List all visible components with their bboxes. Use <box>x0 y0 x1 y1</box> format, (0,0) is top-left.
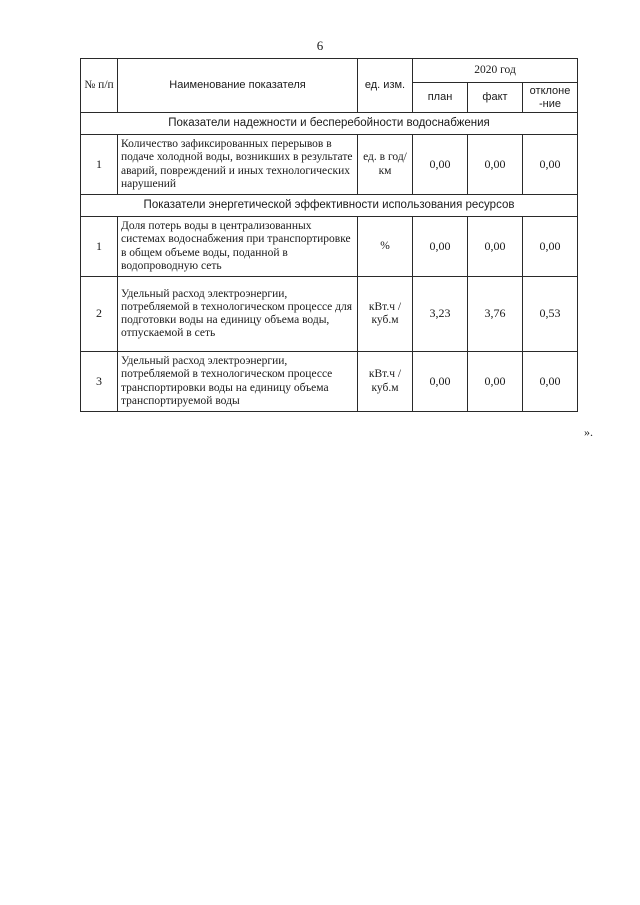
row-plan: 0,00 <box>413 352 468 412</box>
table-row <box>81 135 578 195</box>
row-plan: 0,00 <box>413 217 468 277</box>
table-row <box>81 277 578 352</box>
section-title-reliability: Показатели надежности и бесперебойности водоснабжения <box>81 113 578 135</box>
row-plan: 0,00 <box>413 135 468 195</box>
header-num: № п/п <box>81 59 118 113</box>
row-name: Удельный расход электроэнергии, потребляемой в технологическом процессе транспортировки воды на единицу объема транспортируемой воды <box>118 352 358 412</box>
header-fact: факт <box>468 83 523 113</box>
row-num: 1 <box>81 135 118 195</box>
header-plan: план <box>413 83 468 113</box>
row-name: Удельный расход электроэнергии, потребляемой в технологическом процессе для подготовки воды на единицу объема воды, отпускаемой в сеть <box>118 277 358 352</box>
row-unit: ед. в год/ км <box>358 135 413 195</box>
row-num: 2 <box>81 277 118 352</box>
row-fact: 0,00 <box>468 352 523 412</box>
closing-quote-mark: ». <box>584 425 593 439</box>
row-deviation: 0,00 <box>523 135 578 195</box>
row-num: 3 <box>81 352 118 412</box>
row-unit: кВт.ч / куб.м <box>358 277 413 352</box>
row-unit: % <box>358 217 413 277</box>
header-unit: ед. изм. <box>358 59 413 113</box>
page-number: 6 <box>316 38 324 53</box>
row-name: Количество зафиксированных перерывов в подаче холодной воды, возникших в результате аварий, повреждений и иных технологических нарушений <box>118 135 358 195</box>
row-plan: 3,23 <box>413 277 468 352</box>
row-deviation: 0,00 <box>523 217 578 277</box>
table-row <box>81 352 578 412</box>
row-unit: кВт.ч / куб.м <box>358 352 413 412</box>
row-fact: 3,76 <box>468 277 523 352</box>
row-fact: 0,00 <box>468 135 523 195</box>
row-deviation: 0,53 <box>523 277 578 352</box>
section-title-energy: Показатели энергетической эффективности использования ресурсов <box>81 195 578 217</box>
table-row <box>81 217 578 277</box>
indicators-table <box>80 58 578 412</box>
row-num: 1 <box>81 217 118 277</box>
row-deviation: 0,00 <box>523 352 578 412</box>
header-name: Наименование показателя <box>118 59 358 113</box>
header-year: 2020 год <box>413 59 578 83</box>
row-fact: 0,00 <box>468 217 523 277</box>
header-deviation: отклоне -ние <box>523 83 578 113</box>
row-name: Доля потерь воды в централизованных системах водоснабжения при транспортировке в общем объеме воды, поданной в водопроводную сеть <box>118 217 358 277</box>
